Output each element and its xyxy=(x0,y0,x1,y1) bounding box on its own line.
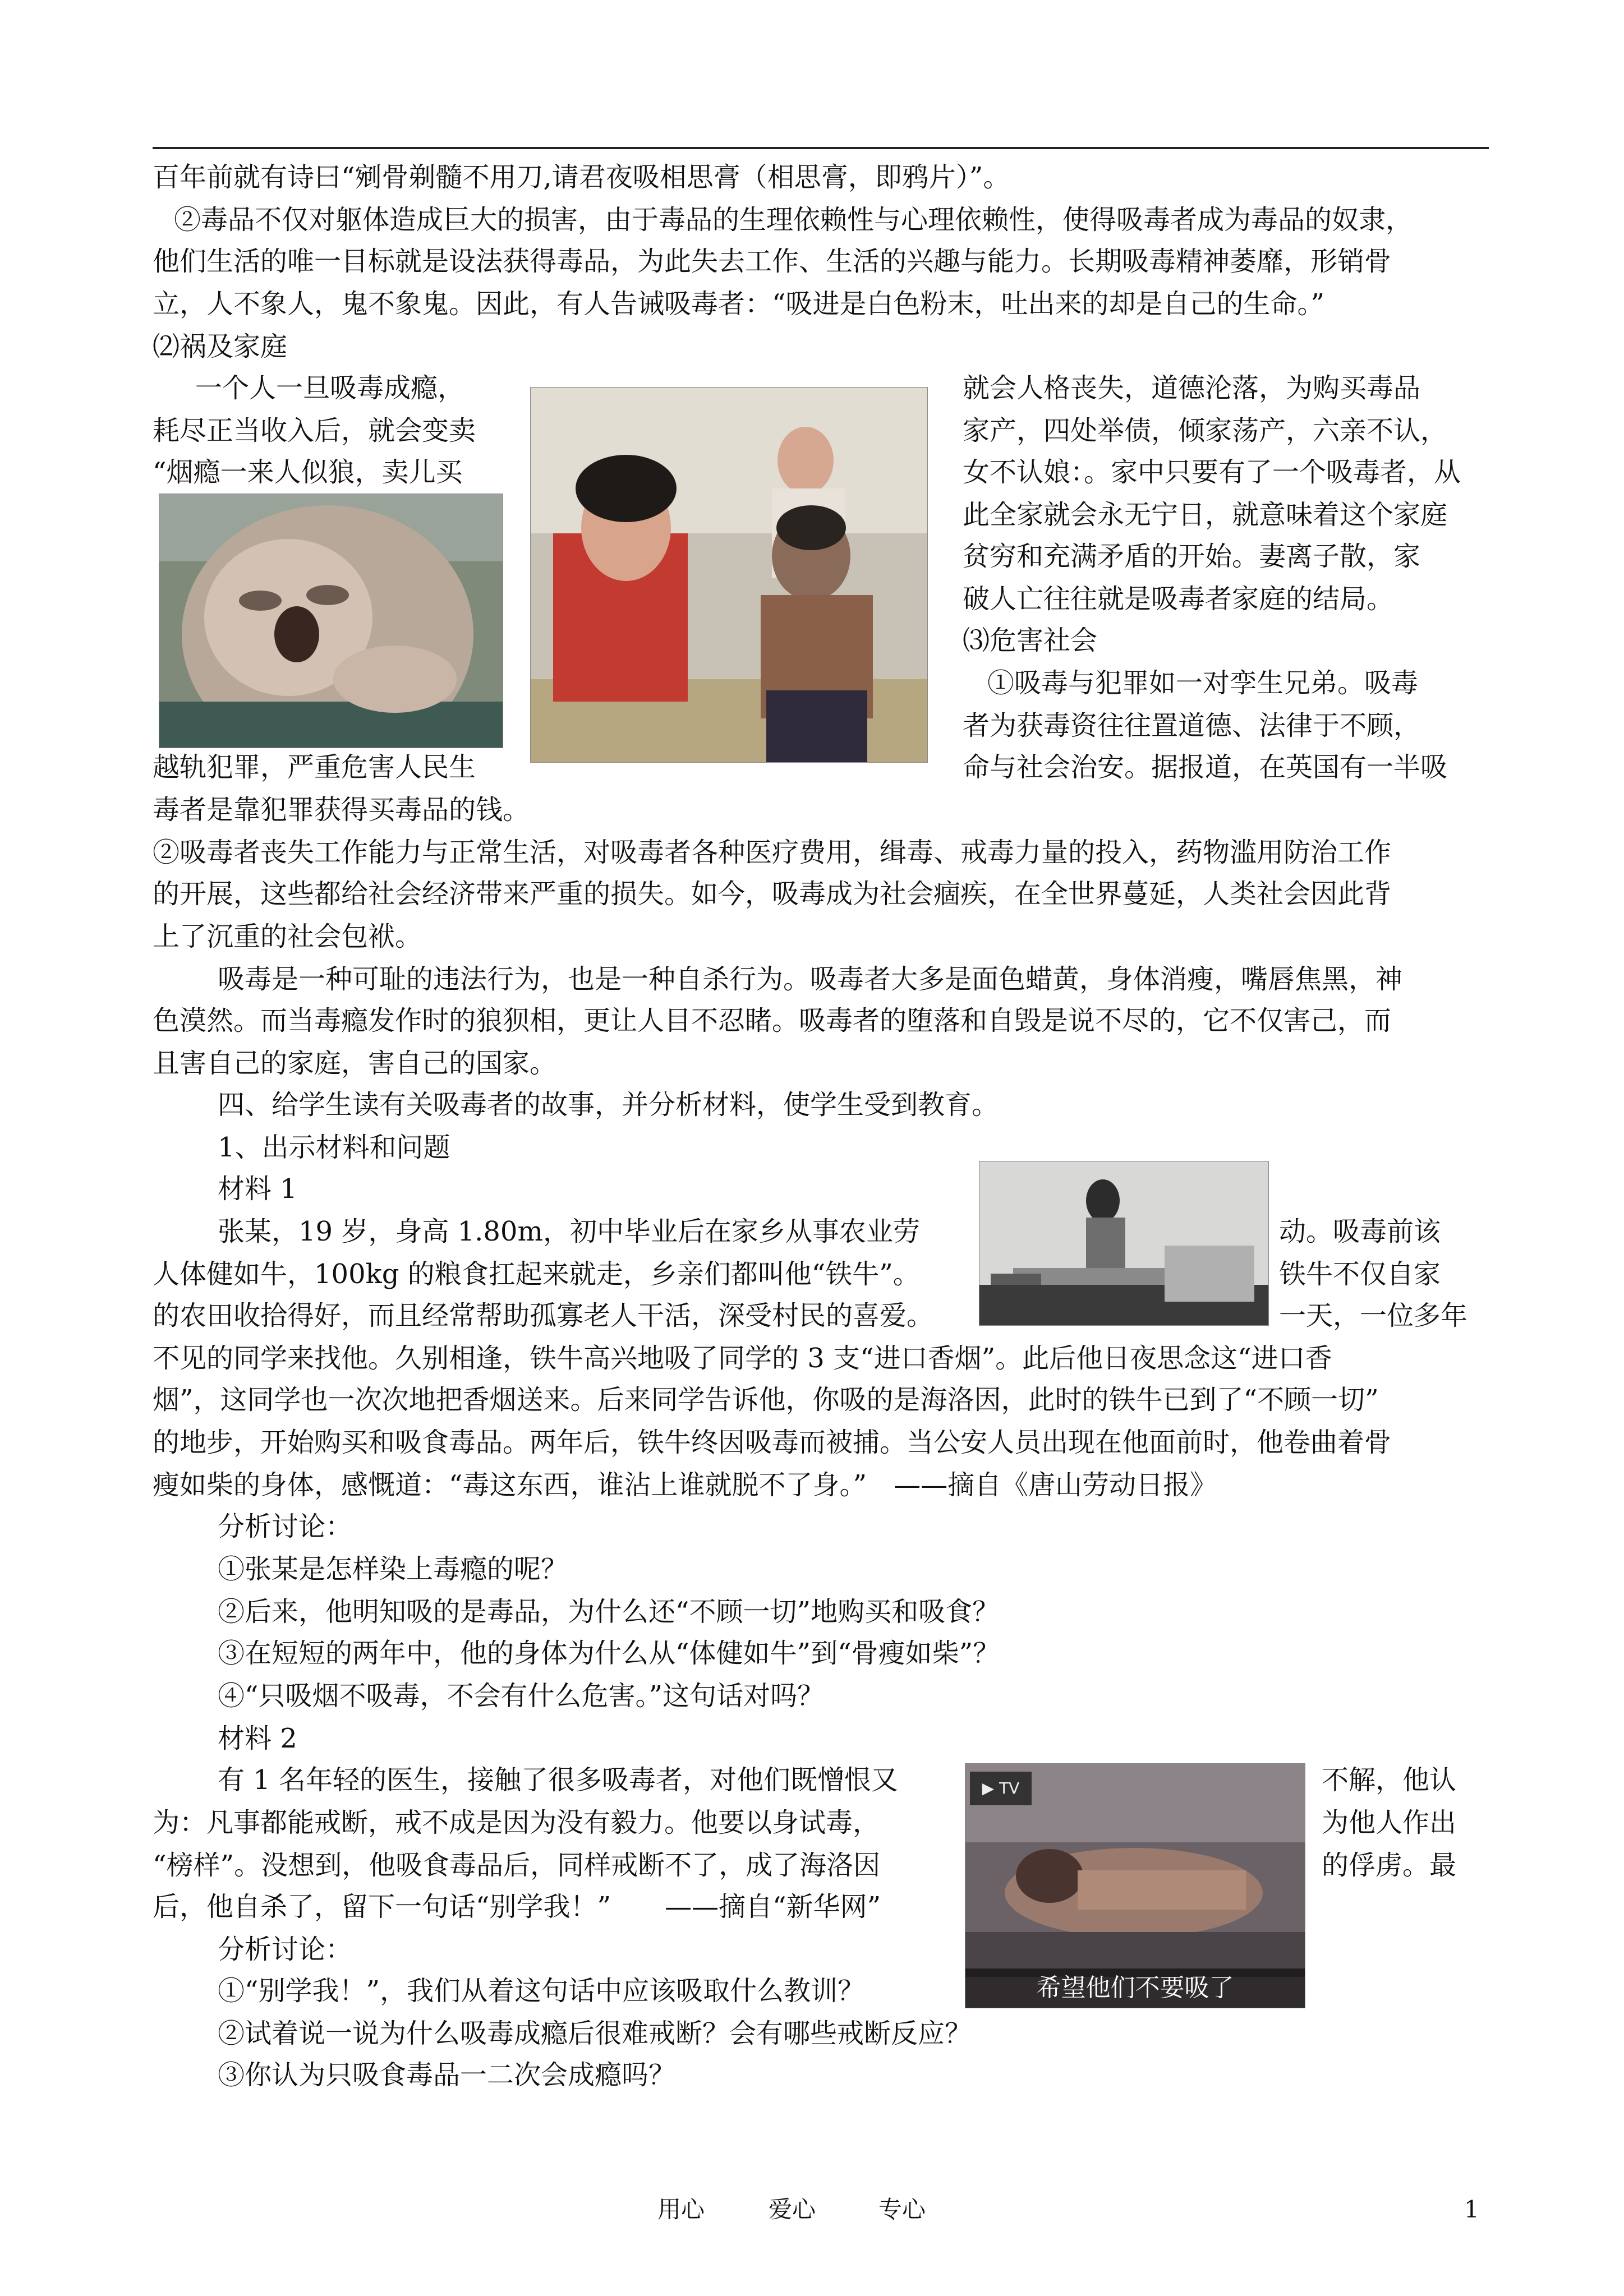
tv-logo-icon: ▶ TV xyxy=(970,1772,1032,1805)
text-line: 的俘虏。最 xyxy=(1322,1850,1457,1881)
page-number: 1 xyxy=(1464,2196,1479,2223)
text-line: 色漠然。而当毒瘾发作时的狼狈相，更让人目不忍睹。吸毒者的堕落和自毁是说不尽的，它不仅害己，而 xyxy=(153,1005,1392,1036)
text-line: 的地步，开始购买和吸食毒品。两年后，铁牛终因吸毒而被捕。当公安人员出现在他面前时，他卷曲着骨 xyxy=(153,1427,1392,1458)
text-line: 不解，他认 xyxy=(1322,1764,1457,1796)
text-line: ②后来，他明知吸的是毒品，为什么还“不顾一切”地购买和吸食？ xyxy=(218,1596,1000,1628)
text-line: 他们生活的唯一目标就是设法获得毒品，为此失去工作、生活的兴趣与能力。长期吸毒精神萎靡，形销骨 xyxy=(153,246,1392,277)
footer-motto-1: 用心 xyxy=(657,2196,705,2223)
text-line: ②毒品不仅对躯体造成巨大的损害，由于毒品的生理依赖性与心理依赖性，使得吸毒者成为毒品的奴隶， xyxy=(174,204,1413,236)
text-line: 不见的同学来找他。久别相逢，铁牛高兴地吸了同学的 3 支“进口香烟”。此后他日夜思念这“进口香 xyxy=(153,1343,1332,1374)
family-photo xyxy=(530,387,928,763)
text-line: 铁牛不仅自家 xyxy=(1279,1258,1441,1290)
text-line: 就会人格丧失，道德沦落，为购买毒品 xyxy=(963,372,1421,404)
text-line: 立，人不象人，鬼不象鬼。因此，有人告诫吸毒者：“吸进是白色粉末，吐出来的却是自己的生命。” xyxy=(153,288,1325,320)
infant-photo xyxy=(159,494,503,748)
text-line: 材料 2 xyxy=(218,1723,297,1754)
text-line: 毒者是靠犯罪获得买毒品的钱。 xyxy=(153,794,530,826)
section-heading: ⑵祸及家庭 xyxy=(153,331,288,362)
text-line: ①“别学我！”，我们从着这句话中应该吸取什么教训？ xyxy=(218,1975,865,2007)
text-line: 耗尽正当收入后，就会变卖 xyxy=(153,415,476,446)
photo-caption: 希望他们不要吸了 xyxy=(965,1968,1305,2008)
text-line: 为：凡事都能戒断，戒不成是因为没有毅力。他要以身试毒， xyxy=(153,1807,880,1838)
section-heading: ⑶危害社会 xyxy=(963,625,1098,656)
text-line: 贫穷和充满矛盾的开始。妻离子散，家 xyxy=(963,541,1421,572)
header-rule xyxy=(153,147,1489,149)
text-line: ③在短短的两年中，他的身体为什么从“体健如牛”到“骨瘦如柴”？ xyxy=(218,1638,1000,1669)
text-line: 1、出示材料和问题 xyxy=(218,1132,450,1163)
text-line: 吸毒是一种可耻的违法行为，也是一种自杀行为。吸毒者大多是面色蜡黄，身体消瘦，嘴唇焦黑，神 xyxy=(218,963,1403,995)
text-line: 烟”，这同学也一次次地把香烟送来。后来同学告诉他，你吸的是海洛因，此时的铁牛已到了“不顾一切” xyxy=(153,1384,1379,1416)
text-line: 破人亡往往就是吸毒者家庭的结局。 xyxy=(963,583,1394,615)
text-line: “榜样”。没想到，他吸食毒品后，同样戒断不了，成了海洛因 xyxy=(153,1850,881,1881)
text-line: 四、给学生读有关吸毒者的故事，并分析材料，使学生受到教育。 xyxy=(218,1089,999,1121)
text-line: ④“只吸烟不吸毒，不会有什么危害。”这句话对吗？ xyxy=(218,1680,825,1712)
text-line: 女不认娘：。家中只要有了一个吸毒者，从 xyxy=(963,457,1461,488)
emaciated-man-photo xyxy=(979,1161,1269,1326)
text-line: 后，他自杀了，留下一句话“别学我！” ——摘自“新华网” xyxy=(153,1891,881,1922)
text-line: 的农田收拾得好，而且经常帮助孤寡老人干活，深受村民的喜爱。 xyxy=(153,1300,934,1331)
text-line: ②试着说一说为什么吸毒成瘾后很难戒断？会有哪些戒断反应？ xyxy=(218,2018,972,2049)
text-line: 越轨犯罪，严重危害人民生 xyxy=(153,751,476,783)
text-line: 为他人作出 xyxy=(1322,1807,1457,1838)
text-line: 上了沉重的社会包袱。 xyxy=(153,921,422,952)
text-line: ①张某是怎样染上毒瘾的呢？ xyxy=(218,1553,568,1585)
text-line: ①吸毒与犯罪如一对孪生兄弟。吸毒 xyxy=(987,667,1419,699)
text-line: 一个人一旦吸毒成瘾， xyxy=(195,372,465,404)
text-line: 百年前就有诗曰“剜骨剃髓不用刀,请君夜吸相思膏（相思膏，即鸦片）”。 xyxy=(153,162,1010,193)
text-line: 且害自己的家庭，害自己的国家。 xyxy=(153,1048,557,1079)
text-line: 此全家就会永无宁日，就意味着这个家庭 xyxy=(963,499,1448,531)
text-line: ②吸毒者丧失工作能力与正常生活，对吸毒者各种医疗费用，缉毒、戒毒力量的投入，药物滥用防治工作 xyxy=(153,837,1392,868)
footer-motto-3: 专心 xyxy=(878,2196,926,2223)
text-line: “烟瘾一来人似狼，卖儿买 xyxy=(153,457,463,488)
text-line: 材料 1 xyxy=(218,1173,297,1205)
text-line: 者为获毒资往往置道德、法律于不顾， xyxy=(963,710,1421,741)
text-line: 的开展，这些都给社会经济带来严重的损失。如今，吸毒成为社会痼疾，在全世界蔓延，人类社会因此背 xyxy=(153,878,1392,910)
text-line: 命与社会治安。据报道，在英国有一半吸 xyxy=(963,751,1448,783)
text-line: 家产，四处举债，倾家荡产，六亲不认， xyxy=(963,415,1448,446)
text-line: 一天，一位多年 xyxy=(1279,1300,1468,1331)
text-line: 瘦如柴的身体，感慨道：“毒这东西，谁沾上谁就脱不了身。” ——摘自《唐山劳动日报》 xyxy=(153,1469,1217,1501)
text-line: ③你认为只吸食毒品一二次会成瘾吗？ xyxy=(218,2059,676,2091)
text-line: 动。吸毒前该 xyxy=(1279,1216,1441,1247)
tv-screenshot-photo xyxy=(965,1763,1305,2008)
footer-motto-2: 爱心 xyxy=(769,2196,816,2223)
text-line: 人体健如牛，100kg 的粮食扛起来就走，乡亲们都叫他“铁牛”。 xyxy=(153,1258,920,1290)
text-line: 张某，19 岁，身高 1.80m，初中毕业后在家乡从事农业劳 xyxy=(218,1216,920,1247)
text-line: 分析讨论： xyxy=(218,1934,353,1965)
text-line: 有 1 名年轻的医生，接触了很多吸毒者，对他们既憎恨又 xyxy=(218,1764,899,1796)
text-line: 分析讨论： xyxy=(218,1511,353,1542)
